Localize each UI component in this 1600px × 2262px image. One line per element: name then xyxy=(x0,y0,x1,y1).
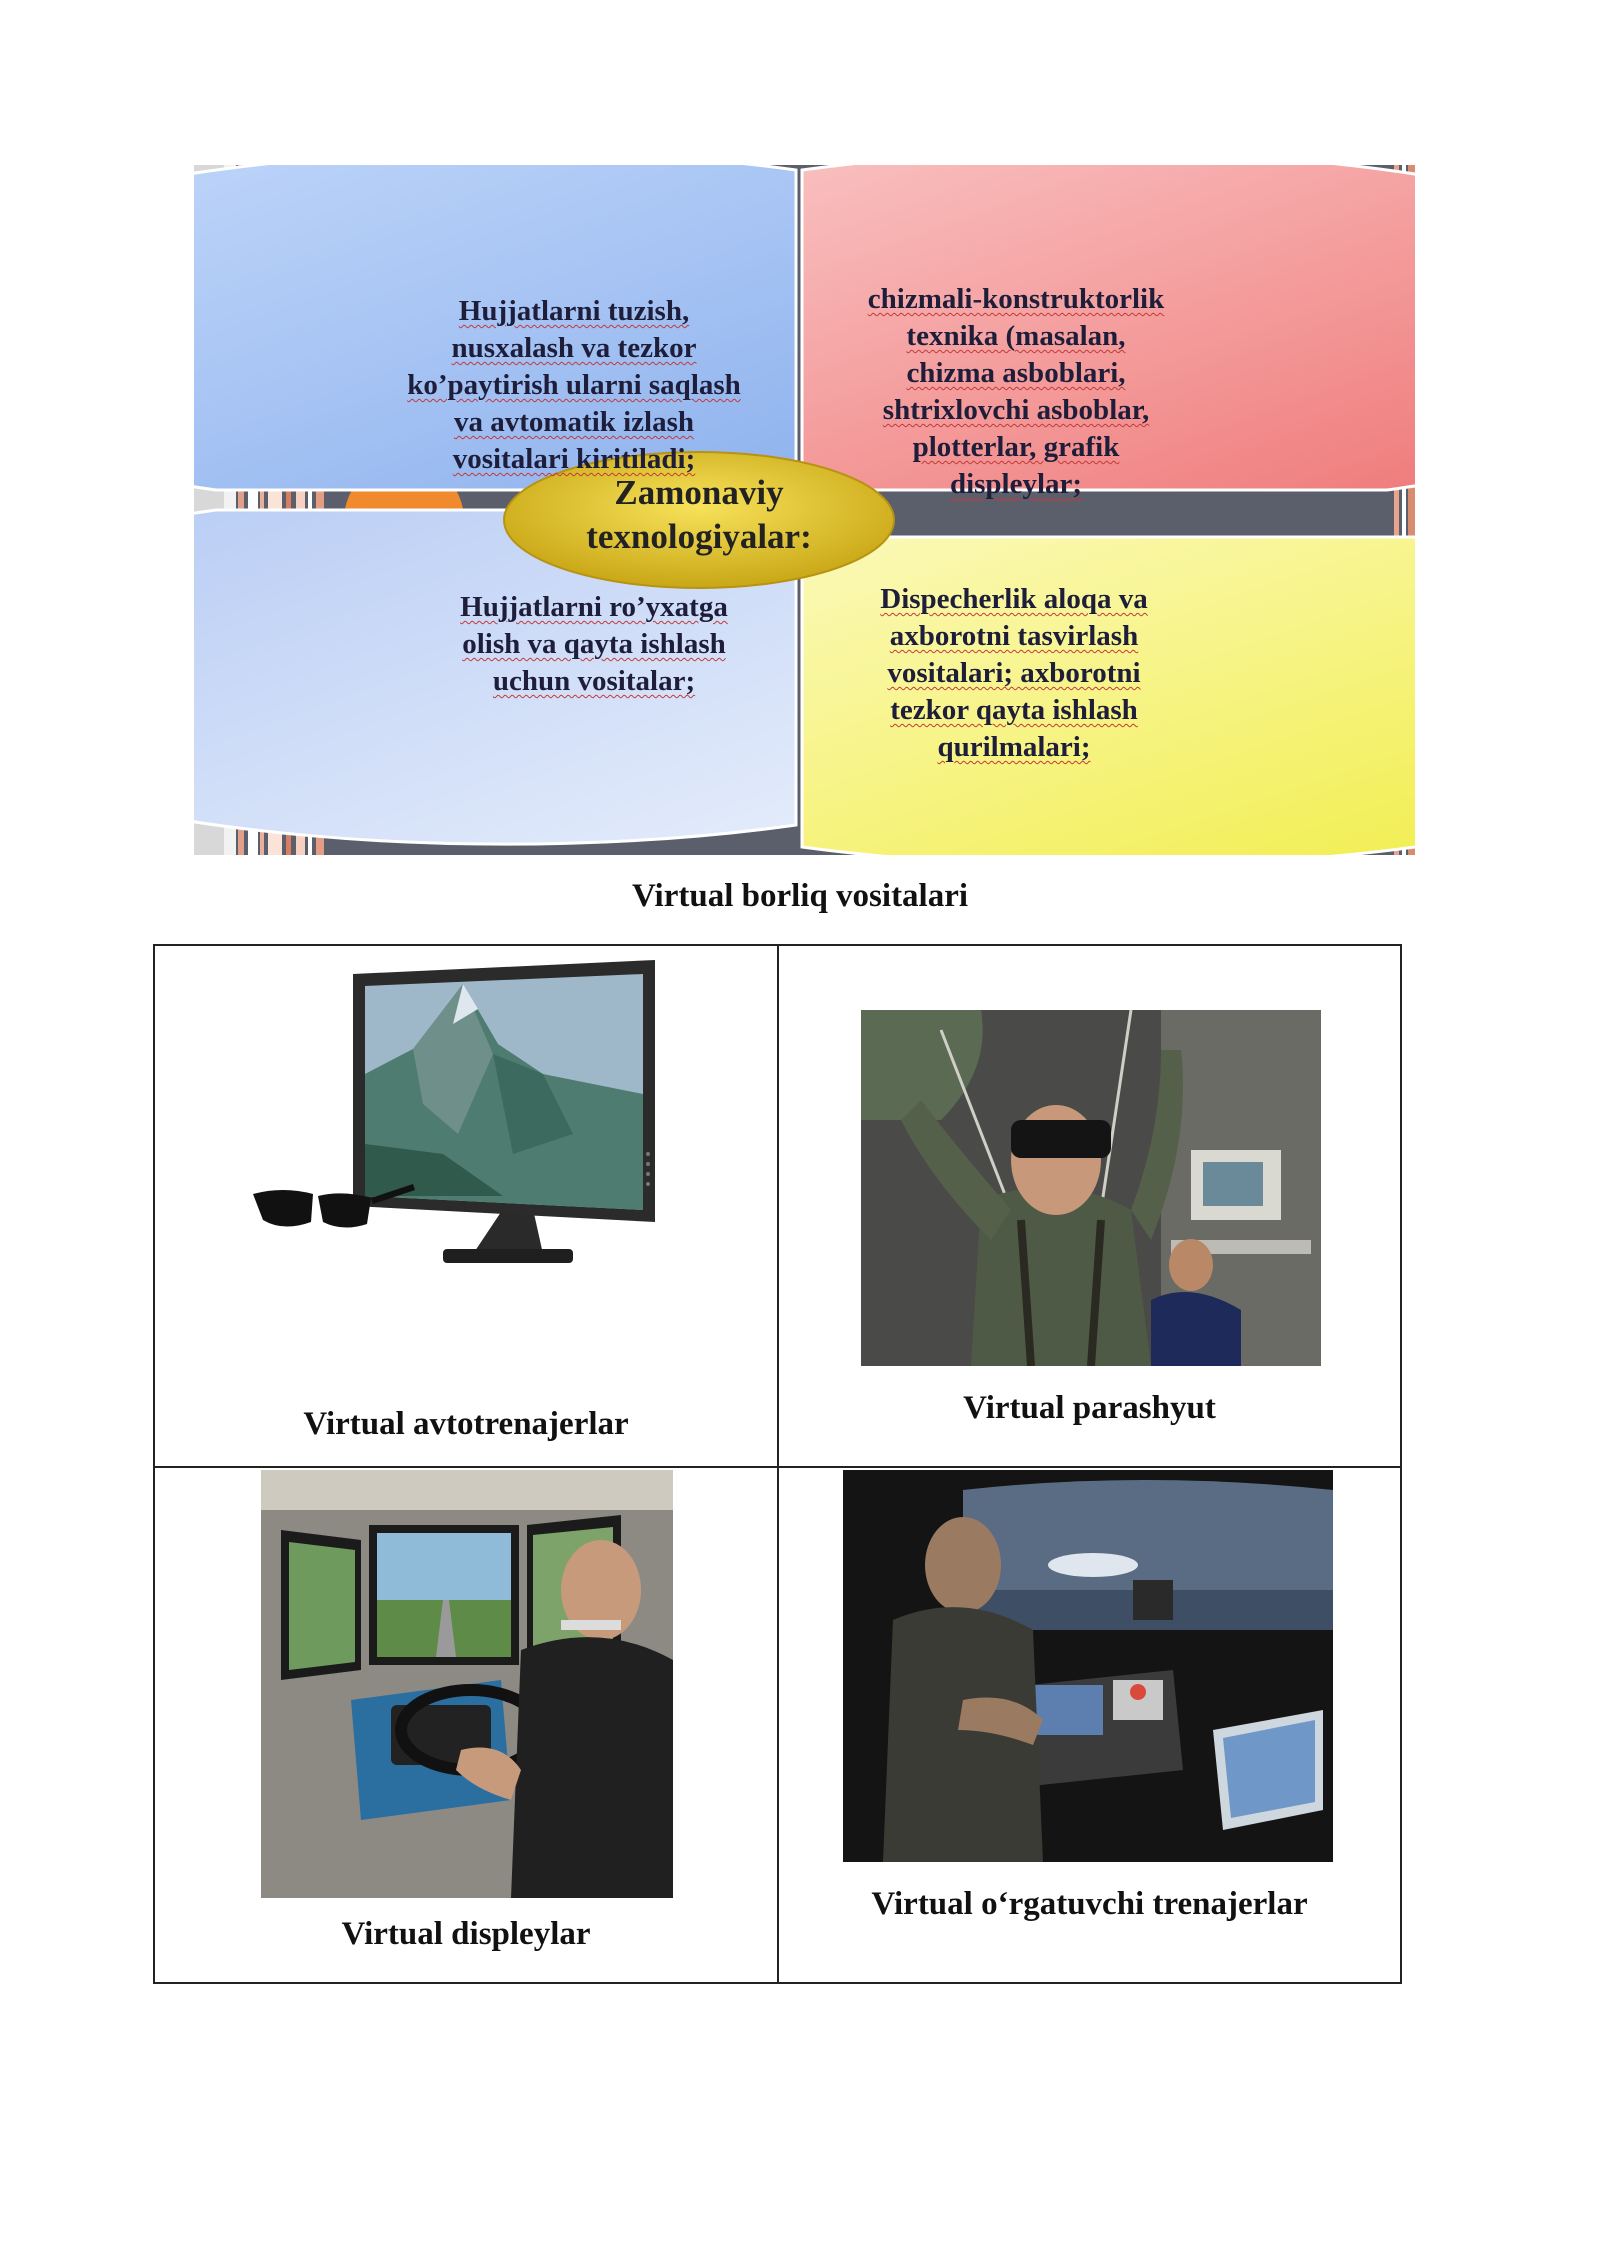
driving-simulator-image xyxy=(261,1470,673,1898)
cell-caption-orgatuvchi: Virtual o‘rgatuvchi trenajerlar xyxy=(871,1886,1308,1922)
quadrant-bottom-right-text: Dispecherlik aloqa va axborotni tasvirlash vositalari; axborotni tezkor qayta ishlash qurilmalari; xyxy=(880,583,1148,763)
cell-caption-parashyut: Virtual parashyut xyxy=(963,1390,1216,1426)
quadrant-bottom-left-text: Hujjatlarni ro’yxatga olish va qayta ishlash uchun vositalar; xyxy=(460,591,728,697)
flight-simulator-image xyxy=(843,1470,1333,1862)
table-divider-horizontal xyxy=(155,1466,1400,1468)
technology-diagram xyxy=(194,165,1415,855)
monitor-3d-glasses-image xyxy=(243,954,733,1294)
quadrant-top-left-text: Hujjatlarni tuzish, nusxalash va tezkor ko’paytirish ularni saqlash va avtomatik izlash vositalari kiritiladi; xyxy=(407,295,741,475)
parachute-vr-image xyxy=(861,1010,1321,1366)
section-caption: Virtual borliq vositalari xyxy=(631,878,969,914)
diagram-center-label: Zamonaviy texnologiyalar: xyxy=(586,473,812,556)
cell-caption-displeylar: Virtual displeylar xyxy=(341,1916,591,1952)
image-table xyxy=(153,944,1402,1984)
cell-caption-avtotrenajerlar: Virtual avtotrenajerlar xyxy=(303,1406,629,1442)
quadrant-top-right-text: chizmali-konstruktorlik texnika (masalan, chizma asboblari, shtrixlovchi asboblar, plotterlar, grafik displeylar; xyxy=(867,283,1165,500)
table-divider-vertical xyxy=(777,946,779,1982)
